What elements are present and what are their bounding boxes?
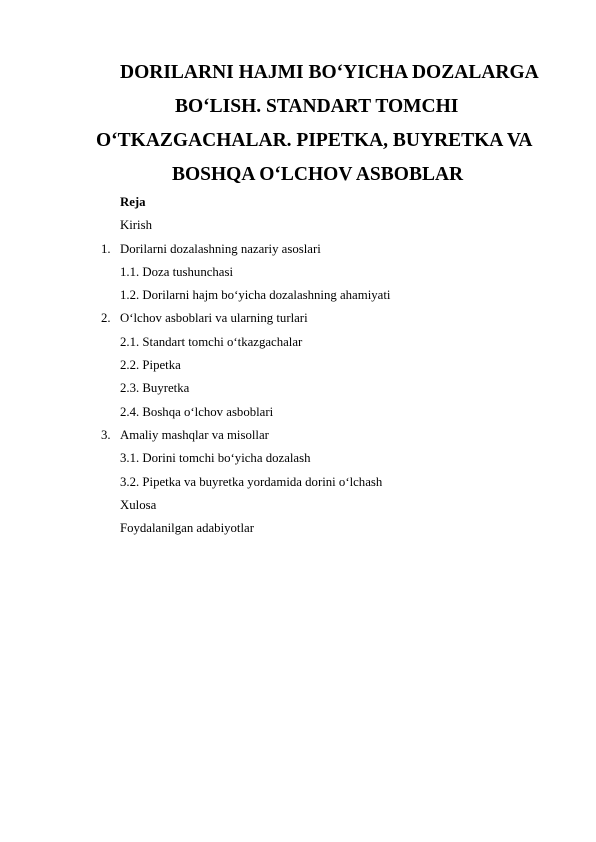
- title-line-3: O‘TKAZGACHALAR. PIPETKA, BUYRETKA VA: [96, 130, 533, 151]
- plan-item: [0, 284, 596, 307]
- plan-item-text: 2.1. Standart tomchi o‘tkazgachalar: [120, 334, 303, 349]
- plan-heading-row: [0, 191, 596, 214]
- plan-item-text: Amaliy mashqlar va misollar: [120, 427, 269, 442]
- title-line-2: BO‘LISH. STANDART TOMCHI: [175, 96, 459, 117]
- plan-item-text: O‘lchov asboblari va ularning turlari: [120, 311, 308, 326]
- plan-item: [0, 471, 596, 494]
- plan-item: [0, 354, 596, 377]
- plan-item-number: 1.: [101, 241, 111, 256]
- plan-item-text: 1.1. Doza tushunchasi: [120, 264, 234, 279]
- plan-item: [0, 494, 596, 517]
- plan-item-number: 3.: [101, 427, 111, 442]
- plan-item: [0, 238, 596, 261]
- plan-item-text: 2.2. Pipetka: [120, 358, 181, 373]
- plan-item: [0, 447, 596, 470]
- plan-item-text: Xulosa: [120, 497, 157, 512]
- plan-item: [0, 424, 596, 447]
- title-line-1: DORILARNI HAJMI BO‘YICHA DOZALARGA: [120, 62, 539, 83]
- plan-item-text: 3.1. Dorini tomchi bo‘yicha dozalash: [120, 451, 311, 466]
- plan-item-text: 3.2. Pipetka va buyretka yordamida dorini o‘lchash: [120, 474, 383, 489]
- plan-item: [0, 331, 596, 354]
- plan-item-text: Kirish: [120, 218, 152, 233]
- plan-outline: [0, 191, 596, 540]
- plan-item-text: Foydalanilgan adabiyotlar: [120, 521, 254, 536]
- plan-item: [0, 261, 596, 284]
- plan-item: [0, 401, 596, 424]
- plan-item-number: 2.: [101, 311, 111, 326]
- plan-item-text: 1.2. Dorilarni hajm bo‘yicha dozalashning ahamiyati: [120, 288, 391, 303]
- plan-item-text: Dorilarni dozalashning nazariy asoslari: [120, 241, 321, 256]
- plan-item: [0, 377, 596, 400]
- plan-heading: Reja: [120, 195, 146, 209]
- plan-item-text: 2.3. Buyretka: [120, 381, 190, 396]
- plan-item: [0, 307, 596, 330]
- plan-item-text: 2.4. Boshqa o‘lchov asboblari: [120, 404, 274, 419]
- plan-item: [0, 214, 596, 237]
- title-line-4: BOSHQA O‘LCHOV ASBOBLAR: [172, 164, 464, 185]
- plan-item: [0, 517, 596, 540]
